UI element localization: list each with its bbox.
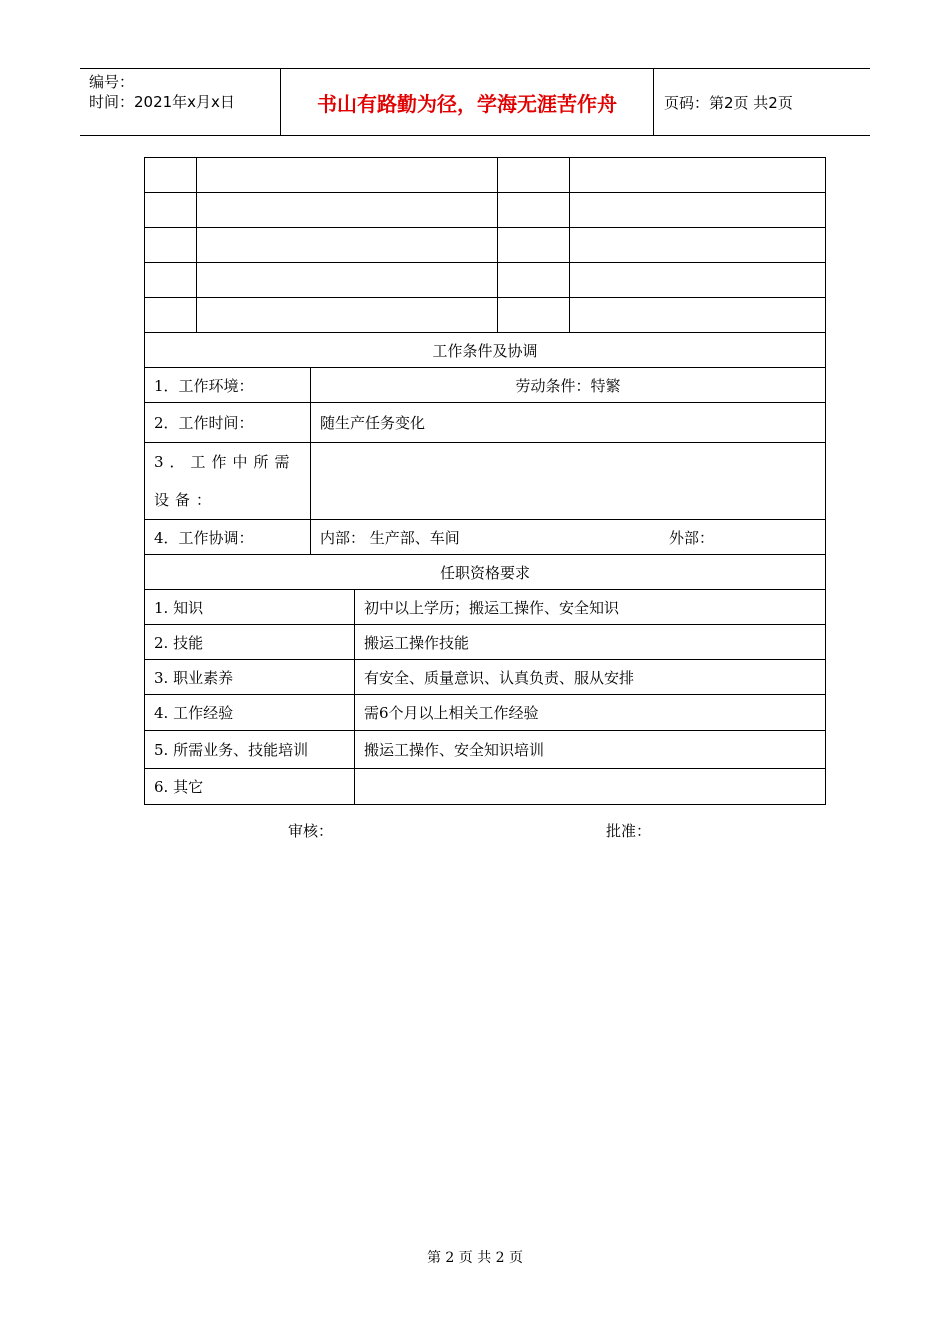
header-meta [80, 69, 281, 135]
qualification-label: 2. 技能 [145, 625, 355, 660]
qualification-label: 5. 所需业务、技能培训 [145, 731, 355, 769]
qualification-value: 有安全、质量意识、认真负责、服从安排 [355, 660, 826, 695]
blank-cell [498, 228, 570, 263]
qualification-value: 搬运工操作、安全知识培训 [355, 731, 826, 769]
blank-cell [145, 298, 197, 333]
qualification-value [355, 769, 826, 805]
blank-cell [570, 193, 826, 228]
qualification-row [145, 769, 826, 805]
review-label: 审核： [288, 822, 334, 840]
approve-label: 批准： [606, 822, 652, 840]
equipment-value [311, 443, 826, 520]
conditions-section-title: 工作条件及协调 [145, 333, 826, 368]
equipment-label: 3．工作中所需设备： [145, 443, 311, 520]
blank-row [145, 298, 826, 333]
blank-cell [145, 158, 197, 193]
qualification-label: 3. 职业素养 [145, 660, 355, 695]
qualification-label: 4. 工作经验 [145, 695, 355, 731]
coordination-internal: 内部： 生产部、车间 [320, 528, 460, 547]
blank-row [145, 193, 826, 228]
qualification-row [145, 731, 826, 769]
blank-cell [498, 263, 570, 298]
blank-cell [145, 263, 197, 298]
blank-cell [197, 158, 498, 193]
qualifications-section-title: 任职资格要求 [145, 555, 826, 590]
coordination-value [311, 520, 826, 555]
coordination-label: 4．工作协调： [145, 520, 311, 555]
qualification-row [145, 590, 826, 625]
blank-row [145, 158, 826, 193]
blank-cell [197, 263, 498, 298]
qualification-value: 搬运工操作技能 [355, 625, 826, 660]
environment-value: 劳动条件：特繁 [311, 368, 826, 403]
page-header [80, 68, 870, 136]
blank-row [145, 228, 826, 263]
blank-cell [498, 158, 570, 193]
blank-cell [570, 228, 826, 263]
header-motto: 书山有路勤为径，学海无涯苦作舟 [281, 69, 654, 135]
qualification-label: 6. 其它 [145, 769, 355, 805]
document-code-label: 编号： [89, 73, 135, 91]
qualification-value: 初中以上学历；搬运工操作、安全知识 [355, 590, 826, 625]
qualification-label: 1. 知识 [145, 590, 355, 625]
blank-cell [570, 263, 826, 298]
blank-cell [570, 298, 826, 333]
work-time-value: 随生产任务变化 [311, 403, 826, 443]
blank-cell [498, 298, 570, 333]
job-description-table [144, 157, 826, 805]
blank-cell [197, 298, 498, 333]
blank-cell [145, 228, 197, 263]
blank-cell [197, 228, 498, 263]
qualification-row [145, 695, 826, 731]
page-number: 第 2 页 共 2 页 [426, 1250, 524, 1266]
blank-cell [145, 193, 197, 228]
blank-row [145, 263, 826, 298]
qualification-value: 需6个月以上相关工作经验 [355, 695, 826, 731]
environment-label: 1．工作环境： [145, 368, 311, 403]
header-page-label: 页码：第2页 共2页 [664, 93, 793, 112]
qualification-row [145, 660, 826, 695]
work-time-label: 2．工作时间： [145, 403, 311, 443]
blank-cell [197, 193, 498, 228]
blank-cell [498, 193, 570, 228]
qualification-row [145, 625, 826, 660]
document-time: 时间：2021年x月x日 [89, 93, 235, 111]
coordination-external: 外部： [669, 528, 715, 547]
blank-cell [570, 158, 826, 193]
